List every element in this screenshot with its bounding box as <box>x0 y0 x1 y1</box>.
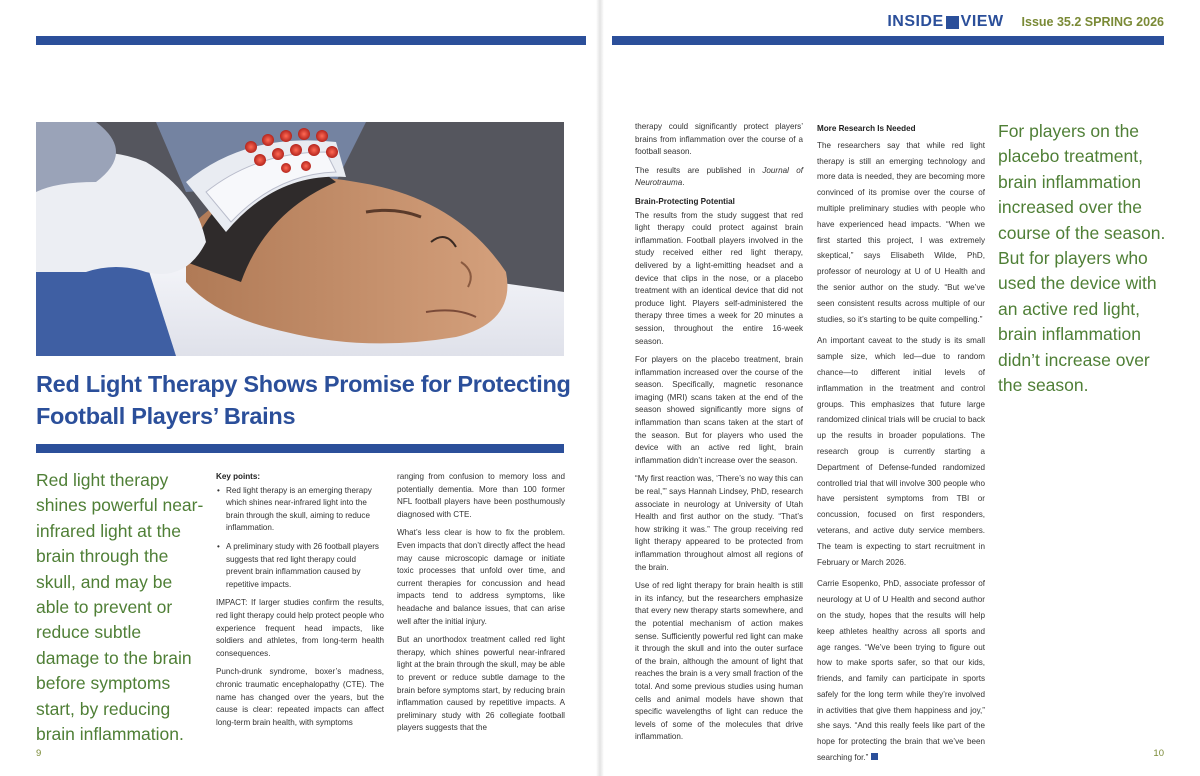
logo-word-view: VIEW <box>960 13 1004 30</box>
impact-paragraph: IMPACT: If larger studies confirm the results, red light therapy could help protect people who experience frequent head impacts, like soldiers and athletes, from long-term health consequences. <box>216 598 384 658</box>
end-of-article-icon <box>871 753 878 760</box>
headline-rule <box>36 444 564 453</box>
article-headline: Red Light Therapy Shows Promise for Protecting Football Players’ Brains <box>36 371 571 429</box>
pull-quote-right: For players on the placebo treatment, brain inflammation increased over the course of the season. But for players who used the device with an active red light, brain inflammation didn’t increase over the season. <box>998 121 1166 396</box>
pull-quote-left: Red light therapy shines powerful near-infrared light at the brain through the skull, and may be able to prevent or reduce subtle damage to the brain before symptoms start, by reducing brain inflammation. <box>36 470 204 745</box>
body-paragraph: But an unorthodox treatment called red light therapy, which shines powerful near-infrared light at the brain through the skull, may be able to prevent or reduce subtle damage to the brain before symptoms start, by reducing brain inflammation caused by repetitive impacts. A preliminary study with 26 collegiate football players suggests that the <box>397 635 565 733</box>
body-paragraph: The results from the study suggest that red light therapy could protect against brain inflammation. Football players involved in the study received either red light therapy, delivered by a light-emitting headset and a device that clips in the nose, or a placebo treatment with an identical device that did not produce light. Players self-administered the therapy three times a week for 20 minutes a session, throughout the entire 16-week season. <box>635 210 803 346</box>
section-heading: Brain-Protecting Potential <box>635 196 735 206</box>
body-paragraph: ranging from confusion to memory loss and potentially dementia. More than 100 former NFL football players have been posthumously diagnosed with CTE. <box>397 472 565 519</box>
list-item: • A preliminary study with 26 football players suggests that red light therapy could prevent brain inflammation caused by repetitive impacts. <box>217 541 379 589</box>
body-paragraph: Carrie Esopenko, PhD, associate professor of neurology at U of U Health and second author on the study, hopes that the results will help keep athletes healthy across all sports and age ranges. “We’ve been trying to figure out how to make sports safer, so that our kids, friends, and family can participate in sports safely for the long term while they’re involved in activities that give them happiness and joy,” she says. “And this really feels like part of the hope for protecting the brain that we’ve been searching for.” <box>817 579 985 763</box>
body-paragraph: Use of red light therapy for brain health is still in its infancy, but the researchers emphasize that every new therapy starts somewhere, and the potential mechanism of action makes sense. Sufficiently powerful red light can make it through the skull and into the outer surface of the brain, although the amount of light that reaches the brain is a very small fraction of the total. And some previous studies using human cells and animal models have shown that specific wavelengths of light can reduce the levels of some of the molecules that drive inflammation. <box>635 581 803 742</box>
body-paragraph: An important caveat to the study is its small sample size, which led—due to random chance—to different initial levels of inflammation in the treatment and control groups. This emphasizes that future large randomized clinical trials will be crucial to back up the results in broader populations. The research group is currently starting a Department of Defense-funded randomized controlled trial that will involve 300 people who have persistent symptoms from TBI or concussion, focused on first responders, veterans, and active duty service members. The team is expecting to start recruitment in February or March 2026. <box>817 336 985 567</box>
text-column-1 <box>216 471 384 735</box>
text-column-3 <box>635 121 803 750</box>
body-paragraph: “My first reaction was, ‘There’s no way this can be real,’” says Hannah Lindsey, PhD, research associate in neurology at University of Utah Health and first author on the study. “That’s how striking it was.” The group receiving red light therapy appeared to be protected from inflammation throughout almost all regions of the brain. <box>635 474 803 572</box>
page-gutter <box>596 0 604 776</box>
list-item: • Red light therapy is an emerging therapy which shines near-infrared light into the brain through the skull, aiming to reduce inflammation. <box>217 485 372 533</box>
text-column-2 <box>397 471 565 741</box>
body-paragraph: What’s less clear is how to fix the problem. Even impacts that don’t directly affect the head may cause microscopic damage or initiate toxic processes that unfold over time, and current therapies for concussion and head impacts tend to address symptoms, like headache and balance issues, that can arise well after the initial injury. <box>397 528 565 626</box>
logo-word-inside: INSIDE <box>887 13 944 30</box>
magazine-logo <box>887 13 1003 31</box>
logo-square-icon <box>946 16 959 29</box>
section-heading: More Research Is Needed <box>817 124 916 133</box>
body-paragraph: The researchers say that while red light therapy is still an emerging technology and more data is needed, they are becoming more convinced of its promise over the course of multiple preliminary studies with people who have experienced head impacts. “When we first started this project, I was extremely skeptical,” says Elisabeth Wilde, PhD, professor of neurology at U of U Health and the senior author on the study. “But we’ve seen consistent results across multiple of our studies, so it’s starting to be quite compelling.” <box>817 140 985 324</box>
key-points-title: Key points: <box>216 472 261 481</box>
top-rule-left <box>36 36 586 45</box>
masthead <box>887 13 1164 31</box>
top-rule-right <box>612 36 1164 45</box>
hero-photo <box>36 122 564 356</box>
issue-label: Issue 35.2 SPRING 2026 <box>1021 15 1164 29</box>
page-number-right: 10 <box>1153 748 1164 759</box>
text-column-4 <box>817 121 985 772</box>
journal-name: Journal of Neurotrauma <box>635 165 804 188</box>
bullet-icon: • <box>217 485 220 495</box>
patient-red-light-headset-photo <box>36 122 564 356</box>
body-paragraph: Punch-drunk syndrome, boxer’s madness, chronic traumatic encephalopathy (CTE). The name has changed over the years, but the cause is clear: repeated impacts can affect long-term brain health, with symptoms <box>216 667 384 727</box>
bullet-icon: • <box>217 541 220 551</box>
body-paragraph: therapy could significantly protect players’ brains from inflammation over the course of a football season. <box>635 122 803 157</box>
citation-paragraph: The results are published in Journal of Neurotrauma. <box>635 165 804 188</box>
page-number-left: 9 <box>36 748 42 759</box>
key-points-list <box>216 485 384 592</box>
body-paragraph: For players on the placebo treatment, brain inflammation increased over the course of the season. Specifically, magnetic resonance imaging (MRI) scans taken at the end of the season showed significantly more signs of inflammation than scans taken at the start of the season. But for players who used the device with an active red light, brain inflammation didn’t increase over the season. <box>635 355 803 465</box>
